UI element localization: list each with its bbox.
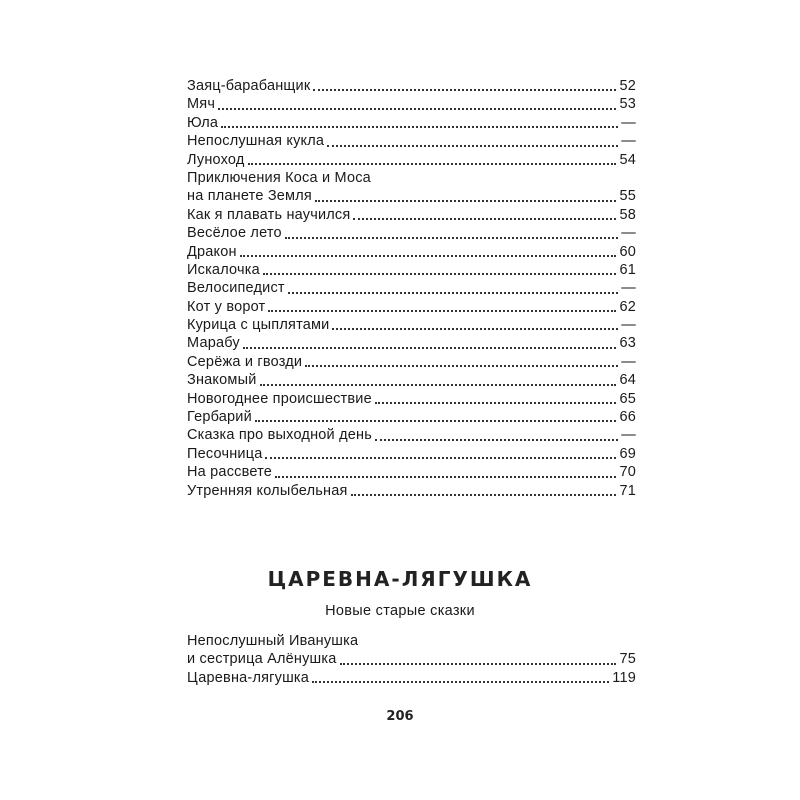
toc-entry-title-first-line: Приключения Коса и Моса [187,169,371,186]
toc-entry-page: 60 [619,243,636,260]
toc-entry-line [187,243,636,261]
toc-entry-title: Велосипедист [187,280,285,297]
toc-entry [187,353,636,371]
toc-entry-line [187,463,636,481]
toc-entry [187,316,636,334]
toc-entry-page: 61 [619,261,636,278]
toc-entry-title: Непослушная кукла [187,133,325,150]
toc-entry-title: Новогоднее происшествие [187,390,372,407]
toc-entry [187,77,636,95]
toc-entry [187,426,636,444]
toc-entry-title: Дракон [187,243,237,260]
toc-entry-title: Луноход [187,151,245,168]
toc-entry [187,279,636,297]
dot-leader [260,383,617,386]
section-title: ЦАРЕВНА-ЛЯГУШКА [267,567,533,591]
dot-leader [351,493,617,496]
toc-entry-page: — [621,133,636,150]
toc-entry-page: 63 [619,335,636,352]
toc-entry [187,390,636,408]
toc-entry-page: 66 [619,409,636,426]
toc-entry-title: Марабу [187,335,240,352]
toc-entry-line [187,206,636,224]
toc-entry-line [187,482,636,500]
toc-entry-page: — [621,225,636,242]
toc-entry-title: Юла [187,114,219,131]
dot-leader [243,346,617,349]
dot-leader [263,272,617,275]
toc-entry-line [187,334,636,352]
toc-entry-page: 119 [612,669,636,686]
toc-entry-line [187,279,636,297]
toc-entry-title-line [187,169,636,187]
toc-entry-title: Сказка про выходной день [187,427,372,444]
toc-entry-line [187,371,636,389]
dot-leader [327,144,618,147]
toc-entry [187,206,636,224]
toc-entry-line [187,261,636,279]
toc-entry [187,151,636,169]
toc-entry-page: — [621,114,636,131]
toc-entry [187,669,636,687]
dot-leader [248,162,617,165]
toc-entry-line [187,353,636,371]
dot-leader [313,88,616,91]
toc-entry-page: — [621,353,636,370]
page-number: 206 [386,709,414,724]
dot-leader [275,475,616,478]
toc-entry-page: 52 [619,78,636,94]
toc-entry-title: Как я плавать научился [187,206,351,223]
dot-leader [375,438,618,441]
toc-entry-line [187,408,636,426]
toc-entry-line [187,650,636,668]
toc-entry-page: 69 [619,445,636,462]
toc-entry-title: Кот у ворот [187,298,266,315]
toc-entry-page: 71 [619,482,636,499]
toc-entry-page: 58 [619,206,636,223]
toc-entry-title: на планете Земля [187,188,312,205]
toc-entry-line [187,445,636,463]
dot-leader [218,107,616,110]
toc-entry [187,334,636,352]
toc-entry-line [187,95,636,113]
toc-entry [187,224,636,242]
toc-entry-title: Утренняя колыбельная [187,482,348,499]
section-subtitle: Новые старые сказки [325,603,475,619]
toc-entry-title: Искалочка [187,261,260,278]
toc-entry-line [187,426,636,444]
toc-entry-page: 54 [619,151,636,168]
toc-entry-line [187,132,636,150]
toc-entry-title: На рассвете [187,464,273,481]
toc-entry-line [187,114,636,132]
toc-entry [187,169,636,206]
dot-leader [240,254,617,257]
toc-entry-title-first-line: Непослушный Иванушка [187,633,359,649]
dot-leader [221,125,618,128]
dot-leader [332,327,618,330]
toc-entry-line [187,224,636,242]
dot-leader [353,217,616,220]
toc-entry-page: — [621,427,636,444]
toc-entry [187,114,636,132]
toc-entry-page: 75 [619,651,636,668]
toc-entry-title: и сестрица Алёнушка [187,651,337,668]
toc-entry [187,632,636,669]
table-of-contents [187,77,636,500]
dot-leader [340,662,617,665]
dot-leader [265,456,616,459]
dot-leader [375,401,617,404]
toc-entry [187,408,636,426]
toc-entry [187,463,636,481]
toc-entry [187,261,636,279]
dot-leader [255,419,617,422]
dot-leader [268,309,616,312]
toc-entry [187,95,636,113]
dot-leader [288,291,619,294]
toc-entry-title: Песочница [187,445,263,462]
toc-entry-title: Царевна-лягушка [187,669,310,686]
table-of-contents-section [187,632,636,687]
toc-entry-title: Заяц-барабанщик [187,78,311,94]
toc-entry [187,445,636,463]
toc-entry-page: 64 [619,372,636,389]
toc-entry [187,371,636,389]
toc-entry [187,243,636,261]
toc-entry-line [187,669,636,687]
dot-leader [312,680,609,683]
toc-entry-page: 62 [619,298,636,315]
toc-entry-page: 65 [619,390,636,407]
toc-entry-title: Курица с цыплятами [187,317,330,334]
toc-entry [187,482,636,500]
toc-entry [187,132,636,150]
dot-leader [285,236,618,239]
toc-entry-title-line [187,632,636,650]
toc-entry-line [187,151,636,169]
dot-leader [305,364,618,367]
toc-entry-line [187,298,636,316]
toc-entry-title: Серёжа и гвозди [187,353,303,370]
toc-entry-title: Мяч [187,96,216,113]
toc-entry-page: 55 [619,188,636,205]
dot-leader [315,199,617,202]
toc-entry-page: 70 [619,464,636,481]
toc-entry [187,298,636,316]
toc-entry-line [187,316,636,334]
toc-entry-page: 53 [619,96,636,113]
toc-entry-title: Гербарий [187,409,252,426]
toc-entry-line [187,77,636,95]
toc-entry-line [187,390,636,408]
toc-entry-title: Весёлое лето [187,225,282,242]
toc-entry-page: — [621,280,636,297]
toc-entry-line [187,187,636,205]
toc-entry-page: — [621,317,636,334]
toc-entry-title: Знакомый [187,372,257,389]
